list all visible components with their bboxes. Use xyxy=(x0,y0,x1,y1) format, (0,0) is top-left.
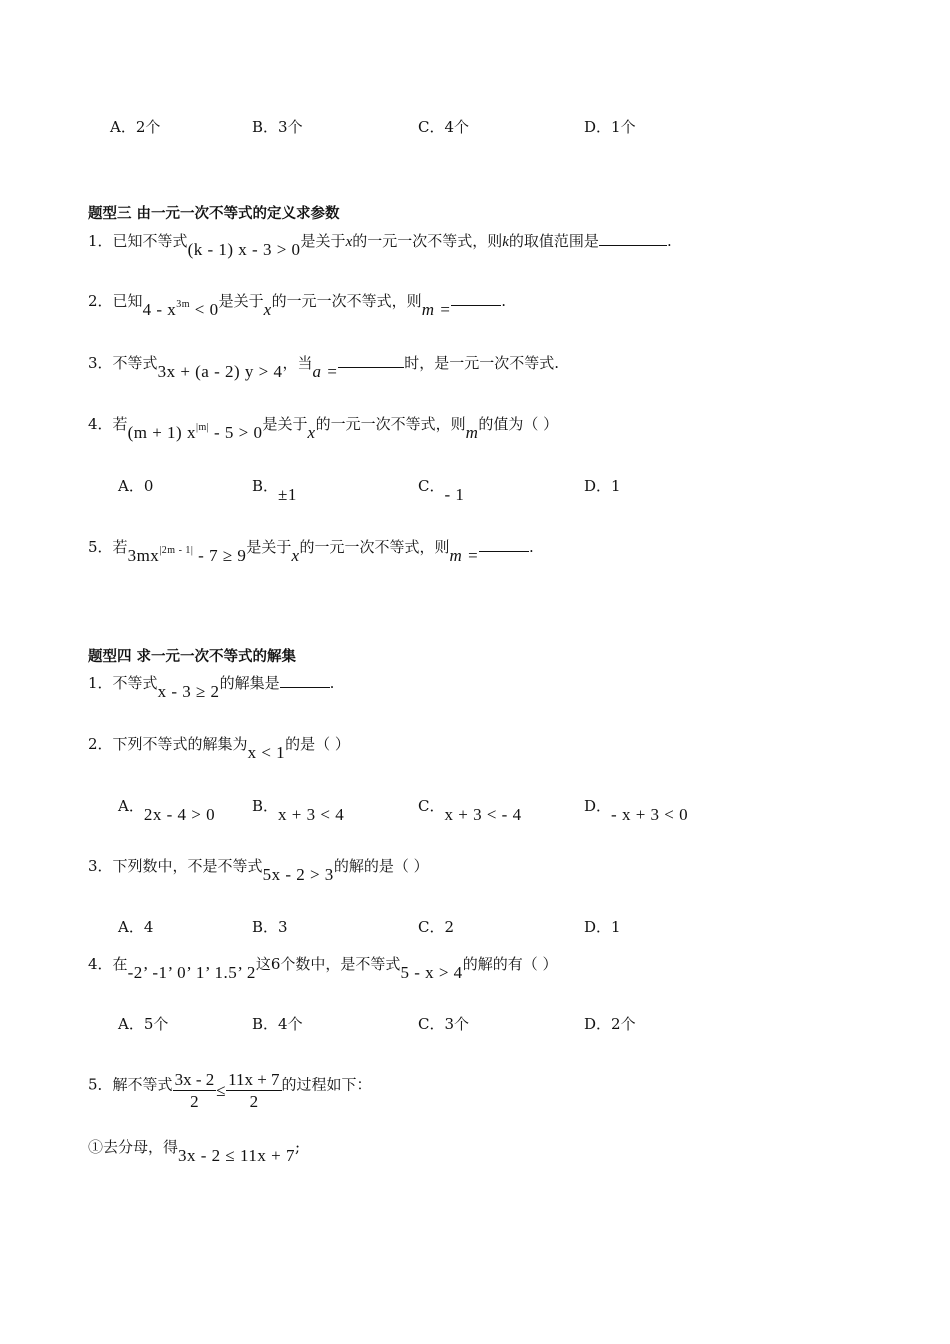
option-a: A．2x - 4 > 0 xyxy=(118,797,216,824)
answer-blank[interactable] xyxy=(280,673,330,688)
section-heading: 题型三 由一元一次不等式的定义求参数 xyxy=(88,206,340,222)
option-a: A．4 xyxy=(118,918,154,936)
answer-blank[interactable] xyxy=(451,291,501,306)
question: 1．已知不等式(k - 1) x - 3 > 0是关于x的一元一次不等式，则k的取值范围是 . xyxy=(88,232,672,259)
option-d: D．1 xyxy=(584,918,621,936)
question: 5．解不等式 $\frac{3x - 2}{2}$ ≤ $\frac{11x + 7}{2}$ 的过程如下： xyxy=(88,1070,372,1111)
question: 1．不等式x - 3 ≥ 2的解集是 . xyxy=(88,674,335,701)
option-d: D．- x + 3 < 0 xyxy=(584,797,689,824)
answer-blank[interactable] xyxy=(599,231,667,246)
option-a: A．2个 xyxy=(110,118,161,136)
option-d: D．1个 xyxy=(584,118,636,136)
question: 2．下列不等式的解集为x < 1的是（ ） xyxy=(88,735,350,762)
option-c: C．- 1 xyxy=(418,477,465,504)
answer-blank[interactable] xyxy=(338,353,404,368)
fraction: $\frac{11x + 7}{2}$ xyxy=(228,1070,280,1111)
option-b: B．3 xyxy=(252,918,288,936)
option-b: B．x + 3 < 4 xyxy=(252,797,345,824)
option-b: B．3个 xyxy=(252,118,303,136)
question: 3．下列数中，不是不等式5x - 2 > 3的解的是（ ） xyxy=(88,857,429,884)
fraction: $\frac{3x - 2}{2}$ xyxy=(174,1070,215,1111)
option-a: A．5个 xyxy=(118,1015,169,1033)
option-c: C．2 xyxy=(418,918,455,936)
answer-blank[interactable] xyxy=(479,537,529,552)
section-heading: 题型四 求一元一次不等式的解集 xyxy=(88,649,297,665)
option-a: A．0 xyxy=(118,477,154,495)
option-d: D．1 xyxy=(584,477,621,495)
option-c: C．4个 xyxy=(418,118,470,136)
option-c: C．x + 3 < - 4 xyxy=(418,797,522,824)
question: 2．已知$4 - x^{3m} < 0$是关于x的一元一次不等式，则m = . xyxy=(88,292,506,319)
option-b: B．±1 xyxy=(252,477,297,504)
solution-step: ①去分母，得3x - 2 ≤ 11x + 7; xyxy=(88,1138,301,1165)
option-c: C．3个 xyxy=(418,1015,470,1033)
question: 5．若$3mx^{|2m - 1|} - 7 \ge 9$是关于x的一元一次不等式，则m = . xyxy=(88,538,534,565)
option-b: B．4个 xyxy=(252,1015,303,1033)
question: 4．若(m + 1) $x^{|m|} - 5 > 0$是关于x的一元一次不等式，则m的值为（ ） xyxy=(88,415,559,442)
question: 4．在-2’ -1’ 0’ 1’ 1.5’ 2这6个数中，是不等式5 - x > 4的解的有（ ） xyxy=(88,955,558,982)
option-d: D．2个 xyxy=(584,1015,636,1033)
question: 3．不等式3x + (a - 2) y > 4，当a = 时，是一元一次不等式. xyxy=(88,354,560,381)
